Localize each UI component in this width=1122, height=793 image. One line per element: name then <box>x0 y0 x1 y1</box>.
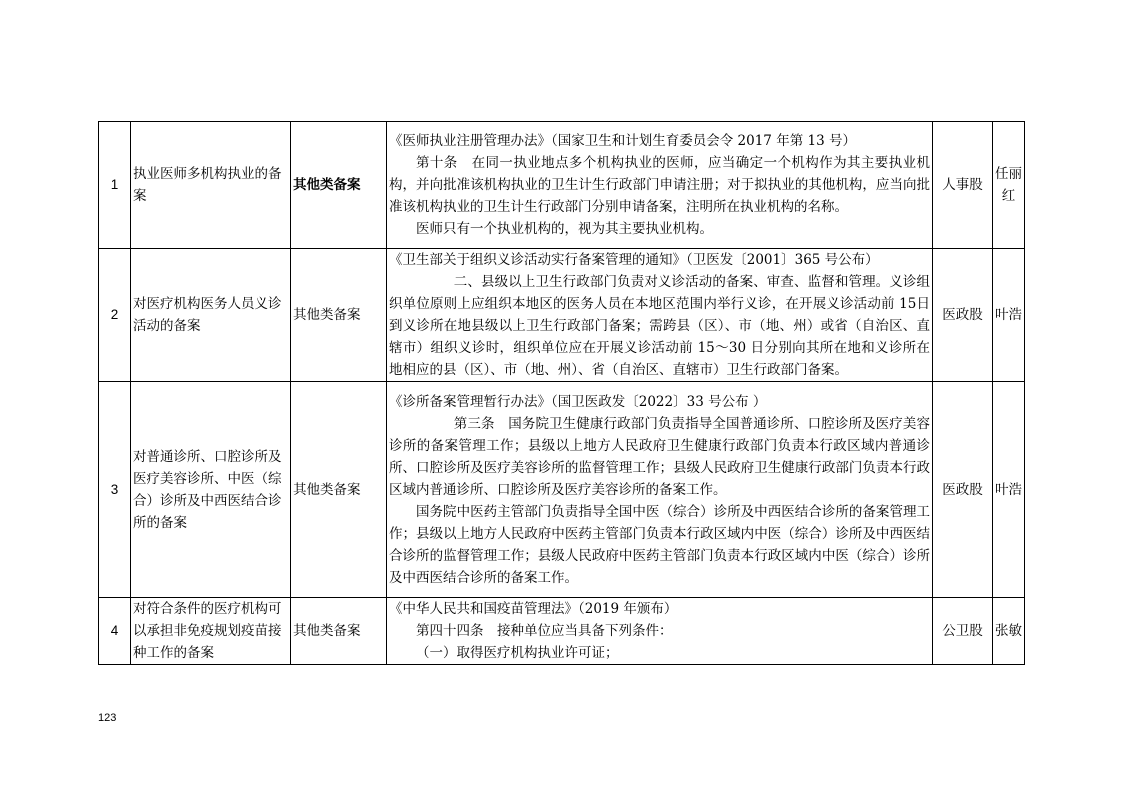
filing-category: 其他类备案 <box>291 122 387 249</box>
legal-basis <box>387 249 933 382</box>
table-row <box>99 382 1025 598</box>
row-number: 4 <box>99 598 131 665</box>
row-number: 1 <box>99 122 131 249</box>
legal-basis <box>387 598 933 665</box>
responsible-department: 医政股 <box>933 382 993 598</box>
legal-basis-clause: 第三条 国务院卫生健康行政部门负责指导全国普通诊所、口腔诊所及医疗美容诊所的备案管理工作；县级以上地方人民政府卫生健康行政部门负责本行政区域内普通诊所、口腔诊所及医疗美容诊所的监督管理工作；县级人民政府卫生健康行政部门负责本行政区域内普通诊所、口腔诊所及医疗美容诊所的备案工作。 <box>389 415 930 498</box>
legal-basis-source: 《中华人民共和国疫苗管理法》（2019 年颁布） <box>389 601 678 617</box>
legal-basis-clause: 国务院中医药主管部门负责指导全国中医（综合）诊所及中西医结合诊所的备案管理工作；县级以上地方人民政府中医药主管部门负责本行政区域内中医（综合）诊所及中西医结合诊所的监督管理工作；县级人民政府中医药主管部门负责本行政区域内中医（综合）诊所及中西医结合诊所的备案工作。 <box>389 503 930 586</box>
legal-basis-clause: 二、县级以上卫生行政部门负责对义诊活动的备案、审查、监督和管理。义诊组织单位原则上应组织本地区的医务人员在本地区范围内举行义诊，在开展义诊活动前 15日到义诊所在地县级以上卫生行政部门备案；需跨县（区）、市（地、州）或省（自治区、直辖市）组织义诊时，组织单位应在开展义诊活动前 15～30 日分别向其所在地和义诊所在地相应的县（区）、市（地、州）、省（自治区、直辖市）卫生行政部门备案。 <box>389 274 930 378</box>
responsible-person: 叶浩 <box>993 249 1025 382</box>
legal-basis <box>387 382 933 598</box>
filing-item-name: 对符合条件的医疗机构可以承担非免疫规划疫苗接种工作的备案 <box>131 598 291 665</box>
responsible-person: 张敏 <box>993 598 1025 665</box>
table-row <box>99 249 1025 382</box>
responsible-department: 人事股 <box>933 122 993 249</box>
filing-item-name: 对普通诊所、口腔诊所及医疗美容诊所、中医（综合）诊所及中西医结合诊所的备案 <box>131 382 291 598</box>
responsible-person: 叶浩 <box>993 382 1025 598</box>
legal-basis <box>387 122 933 249</box>
filing-category: 其他类备案 <box>291 249 387 382</box>
responsible-department: 医政股 <box>933 249 993 382</box>
filing-category: 其他类备案 <box>291 382 387 598</box>
legal-basis-clause: 医师只有一个执业机构的，视为其主要执业机构。 <box>416 221 713 237</box>
legal-basis-source: 《医师执业注册管理办法》（国家卫生和计划生育委员会令 2017 年第 13 号） <box>389 133 856 149</box>
page-number: 123 <box>98 712 117 724</box>
filing-items-table <box>98 121 1025 665</box>
table-row <box>99 598 1025 665</box>
legal-basis-clause: 第四十四条 接种单位应当具备下列条件： <box>416 623 673 639</box>
responsible-person: 任丽红 <box>993 122 1025 249</box>
legal-basis-source: 《诊所备案管理暂行办法》（国卫医政发〔2022〕33 号公布 ） <box>389 393 767 410</box>
legal-basis-clause: 第十条 在同一执业地点多个机构执业的医师，应当确定一个机构作为其主要执业机构，并向批准该机构执业的卫生计生行政部门申请注册；对于拟执业的其他机构，应当向批准该机构执业的卫生计生行政部门分别申请备案，注明所在执业机构的名称。 <box>389 155 930 215</box>
row-number: 2 <box>99 249 131 382</box>
row-number: 3 <box>99 382 131 598</box>
filing-item-name: 执业医师多机构执业的备案 <box>131 122 291 249</box>
filing-category: 其他类备案 <box>291 598 387 665</box>
responsible-department: 公卫股 <box>933 598 993 665</box>
legal-basis-clause: （一）取得医疗机构执业许可证； <box>416 645 619 661</box>
table-row <box>99 122 1025 249</box>
legal-basis-source: 《卫生部关于组织义诊活动实行备案管理的通知》（卫医发〔2001〕365 号公布） <box>389 252 879 268</box>
filing-item-name: 对医疗机构医务人员义诊活动的备案 <box>131 249 291 382</box>
